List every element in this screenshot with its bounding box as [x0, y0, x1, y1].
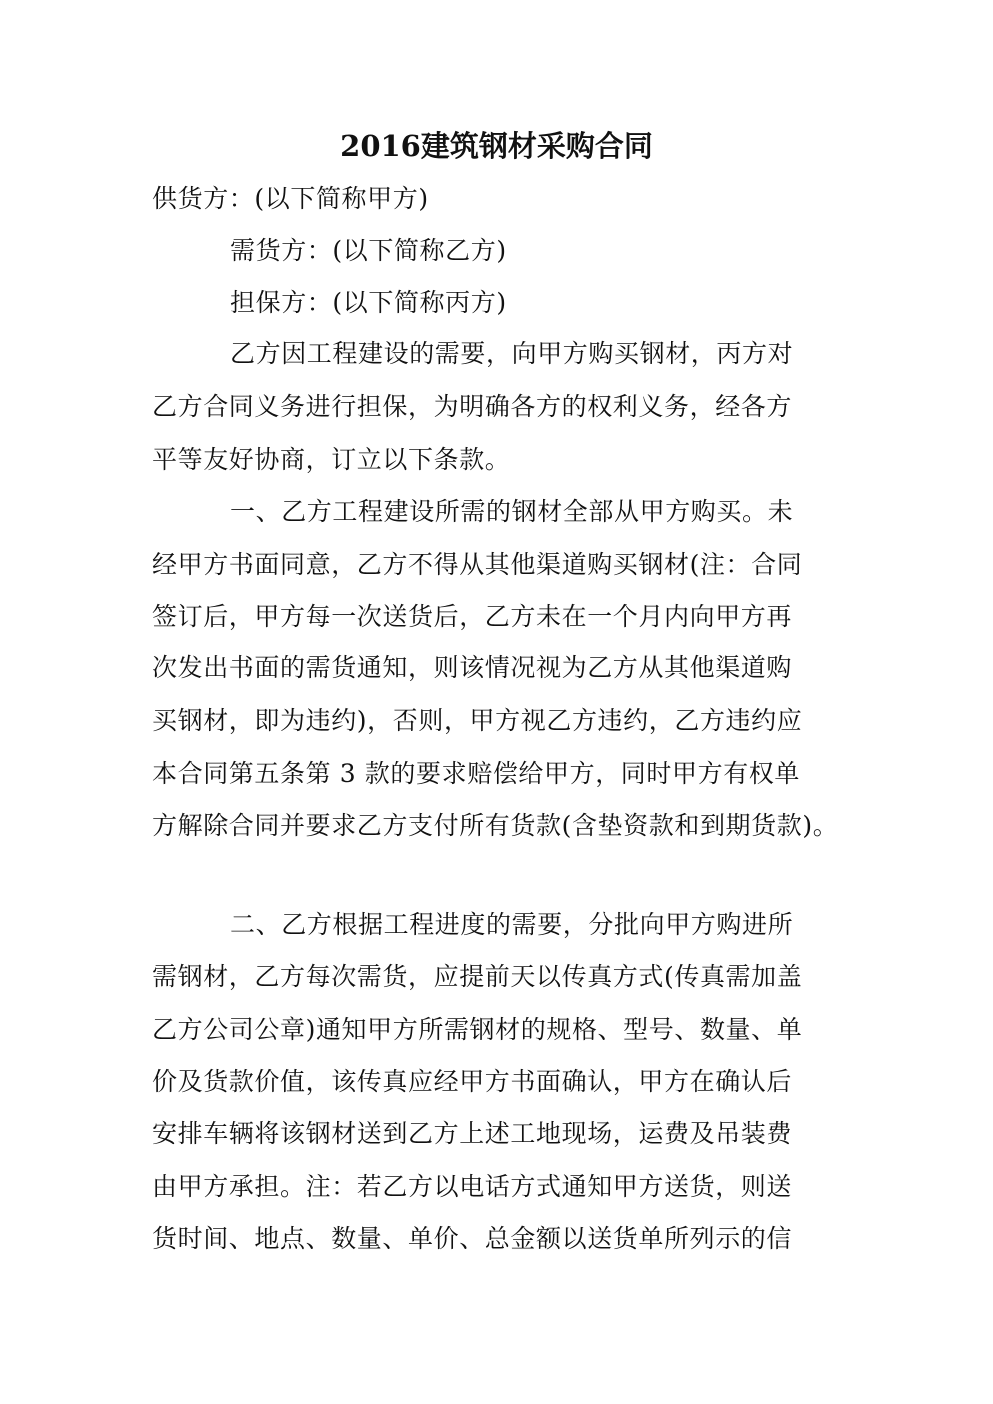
clause2-line: 货时间、地点、数量、单价、总金额以送货单所列示的信 — [152, 1224, 793, 1253]
preamble-line: 平等友好协商，订立以下条款。 — [152, 445, 511, 474]
clause2-line: 需钢材，乙方每次需货，应提前天以传真方式(传真需加盖 — [152, 962, 803, 991]
guarantor-line: 担保方：(以下简称丙方) — [230, 288, 507, 317]
clause2-line: 安排车辆将该钢材送到乙方上述工地现场，运费及吊装费 — [152, 1119, 793, 1148]
clause1-line: 买钢材，即为违约)，否则，甲方视乙方违约，乙方违约应 — [152, 706, 803, 735]
clause1-line: 经甲方书面同意，乙方不得从其他渠道购买钢材(注：合同 — [152, 550, 803, 579]
clause1-line: 一、乙方工程建设所需的钢材全部从甲方购买。未 — [230, 497, 794, 526]
preamble-line: 乙方合同义务进行担保，为明确各方的权利义务，经各方 — [152, 392, 793, 421]
clause1-line: 方解除合同并要求乙方支付所有货款(含垫资款和到期货款)。 — [152, 811, 839, 840]
clause1-line: 签订后，甲方每一次送货后，乙方未在一个月内向甲方再 — [152, 602, 793, 631]
supplier-line: 供货方：(以下简称甲方) — [152, 184, 429, 213]
buyer-line: 需货方：(以下简称乙方) — [230, 236, 507, 265]
clause2-line: 由甲方承担。注：若乙方以电话方式通知甲方送货，则送 — [152, 1172, 793, 1201]
clause2-line: 二、乙方根据工程进度的需要，分批向甲方购进所 — [230, 910, 794, 939]
clause1-line: 次发出书面的需货通知，则该情况视为乙方从其他渠道购 — [152, 653, 793, 682]
preamble-line: 乙方因工程建设的需要，向甲方购买钢材，丙方对 — [230, 339, 794, 368]
clause1-line: 本合同第五条第 3 款的要求赔偿给甲方，同时甲方有权单 — [152, 759, 801, 788]
clause2-line: 乙方公司公章)通知甲方所需钢材的规格、型号、数量、单 — [152, 1015, 803, 1044]
clause2-line: 价及货款价值，该传真应经甲方书面确认，甲方在确认后 — [152, 1067, 793, 1096]
document-title: 2016建筑钢材采购合同 — [340, 129, 653, 163]
